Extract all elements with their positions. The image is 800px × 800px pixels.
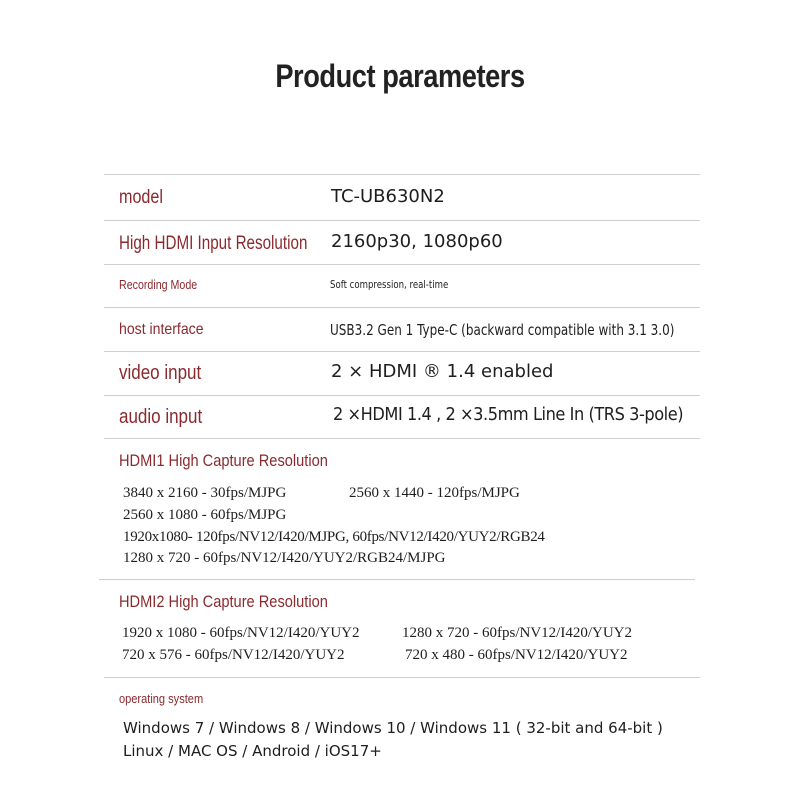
- param-value-model: TC-UB630N2: [331, 186, 445, 207]
- param-label-input-resolution: High HDMI Input Resolution: [119, 233, 308, 254]
- param-value-recording-mode: Soft compression, real-time: [330, 278, 449, 291]
- hdmi2-resolution-line: 720 x 576 - 60fps/NV12/I420/YUY2: [122, 647, 345, 663]
- divider: [104, 351, 700, 352]
- section-heading-hdmi1: HDMI1 High Capture Resolution: [119, 451, 328, 470]
- hdmi2-resolution-line: 720 x 480 - 60fps/NV12/I420/YUY2: [405, 647, 628, 663]
- section-heading-hdmi2: HDMI2 High Capture Resolution: [119, 592, 328, 611]
- hdmi1-resolution-line: 2560 x 1440 - 120fps/MJPG: [349, 485, 520, 501]
- os-line: Linux / MAC OS / Android / iOS17+: [123, 742, 382, 760]
- section-heading-os: operating system: [119, 691, 204, 706]
- divider: [104, 264, 700, 265]
- hdmi1-resolution-line: 1280 x 720 - 60fps/NV12/I420/YUY2/RGB24/MJPG: [123, 550, 446, 566]
- hdmi2-resolution-line: 1920 x 1080 - 60fps/NV12/I420/YUY2: [122, 625, 360, 641]
- divider: [104, 220, 700, 221]
- param-label-recording-mode: Recording Mode: [119, 277, 198, 292]
- param-label-video-input: video input: [119, 362, 202, 384]
- divider: [104, 677, 700, 678]
- divider: [104, 395, 700, 396]
- param-value-host-interface: USB3.2 Gen 1 Type-C (backward compatible with 3.1 3.0): [330, 321, 675, 339]
- os-line: Windows 7 / Windows 8 / Windows 10 / Windows 11 ( 32-bit and 64-bit ): [123, 719, 663, 737]
- param-value-input-resolution: 2160p30, 1080p60: [331, 231, 503, 252]
- param-value-video-input: 2 × HDMI ® 1.4 enabled: [331, 361, 554, 382]
- param-label-model: model: [119, 187, 163, 208]
- hdmi2-resolution-line: 1280 x 720 - 60fps/NV12/I420/YUY2: [402, 625, 632, 641]
- divider: [104, 174, 700, 175]
- page-title: Product parameters: [275, 58, 525, 94]
- hdmi1-resolution-line: 1920x1080- 120fps/NV12/I420/MJPG, 60fps/NV12/I420/YUY2/RGB24: [123, 529, 545, 545]
- divider: [104, 307, 700, 308]
- divider: [104, 438, 700, 439]
- param-value-audio-input: 2 ×HDMI 1.4 , 2 ×3.5mm Line In (TRS 3-pole): [333, 404, 684, 425]
- param-label-audio-input: audio input: [119, 406, 203, 428]
- param-label-host-interface: host interface: [119, 321, 204, 338]
- divider: [99, 579, 695, 580]
- hdmi1-resolution-line: 2560 x 1080 - 60fps/MJPG: [123, 507, 287, 523]
- hdmi1-resolution-line: 3840 x 2160 - 30fps/MJPG: [123, 485, 287, 501]
